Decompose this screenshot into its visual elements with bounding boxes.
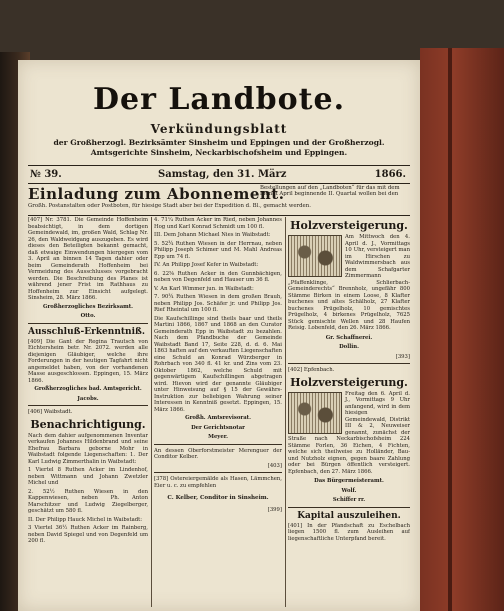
list-item: 5. 52¾ Ruthen Wiesen in der Herrnau, neben Philipp Joseph Schimer und M. Mahl Andreas Epp um 74 fl.: [154, 240, 282, 260]
signature-meyer: Meyer.: [208, 434, 228, 440]
issue-row: [28, 168, 410, 182]
column-2: [154, 217, 282, 607]
divider: [28, 405, 148, 406]
rule-top: [28, 165, 410, 166]
heading-ausschluss: Ausschluß-Erkenntniß.: [28, 326, 145, 337]
heading-kapital: Kapital auszuleihen.: [297, 510, 401, 521]
list-item: 4. 71¼ Ruthen Acker im Ried, neben Johannes Hog und Karl Konrad Schmidt um 100 fl.: [154, 217, 282, 230]
list-item: V. An Karl Wimmer jun. in Waibstadt:: [154, 285, 254, 292]
invitation-heading: Einladung zum Abonnement.: [28, 185, 285, 203]
notice-conditor: An dessen Oberforstmeister Merenguer der Conditor Kelber.: [154, 447, 282, 460]
masthead-subline: der Großherzogl. Bezirksämter Sinsheim und Eppingen und der Großherzogl. Amtsgerichte Sinsheim, Neckarbischofsheim und Eppingen.: [53, 138, 385, 157]
rule-below-issue: [28, 183, 410, 184]
auction-block-2: [288, 391, 410, 478]
auction-block-1: [288, 234, 410, 334]
list-item: 1 Viertel 8 Ruthen Acker im Lindenhof, neben Wittmann und Johann Zwetzler Michel und: [28, 467, 148, 486]
column-1: [28, 217, 148, 607]
divider: [154, 472, 282, 473]
ref-epfenbach: [402] Epfenbach.: [288, 367, 335, 373]
masthead-title: Der Landbote.: [92, 82, 346, 117]
notice-inventory: Nach dem dahier aufgenommenen Inventar verkaufen Johannes Hildenbrand und seine Ehefrau Barbara geborne Mohr in Waibstadt folgende Liegenschaften: 1. Der Karl Ludwig Zimmerthalin in Waibstadt:: [28, 432, 148, 465]
notice-ostereier: [378] Ostereiergemälde als Hasen, Lämmchen, Eier u. c. zu empfehlen: [154, 476, 282, 489]
newspaper-page: [18, 60, 420, 611]
list-item: 7. 90¾ Ruthen Wiesen in dem großen Brauh, neben Philipp Jos. Schäfer jr. und Philipp Jos. Rief Rheintal um 100 fl.: [154, 294, 282, 313]
issue-year: 1866.: [374, 169, 406, 180]
woodcut-forest-image: [288, 235, 342, 277]
invitation-tail: Großh. Postanstalten oder Postboten, für hiesige Stadt aber bei der Expedition d. Bl., gemacht werden.: [28, 203, 311, 209]
signature-notar-title: Der Gerichtsnotar: [191, 424, 245, 431]
divider: [154, 444, 282, 445]
list-item: 6. 22⅝ Ruthen Acker in den Gunnbächigen, neben von Degenfeld und Hauser um 36 fl.: [154, 270, 282, 283]
list-item: IV. An Philipp Josef Kefer in Waibstadt:: [154, 262, 259, 268]
heading-holzversteigerung-1: Holzversteigerung.: [290, 219, 408, 232]
heading-benachrichtigung: Benachrichtigung.: [30, 417, 146, 431]
heading-holzversteigerung-2: Holzversteigerung.: [290, 375, 408, 389]
signature-otto: Otto.: [80, 313, 96, 319]
column-3: [288, 217, 410, 607]
advert-kelber: C. Kelber, Conditor in Sinsheim.: [167, 494, 269, 501]
list-item: 2. 52½ Ruthen Wiesen in den Kappenwiesen, neben Ph. Anton Marschitzer und Ludwig Ziegelberger, geschätzt um 580 fl.: [28, 488, 148, 514]
issue-date: Samstag, den 31. März: [158, 169, 287, 180]
notice-kapital: [401] In der Pfandschaft zu Eschelbach liegen 1500 fl. zum Ausleihen auf liegenschaftliche Unterpfand bereit.: [288, 522, 410, 542]
signature-jacobs: Jacobs.: [77, 395, 99, 402]
notice-kaufschillinge: Die Kaufschillinge sind theils baar und theils Martini 1866, 1867 und 1868 an den Curator Gemeinderath Epp in Waibstadt zu bezahlen. Nach dem Pfandbuche der Gemeinde Waibstadt Band 17, Seite 228, d. d. 6. Mai 1863 haften auf den verkauften Liegenschaften eine Schuld an Konrad Würzberger in Rohrbach von 340 fl. 41 kr. und Zins vom 23. Oktober 1862, welche Schuld mit gegenwärtigem Kaufschillingen abgetragen wird. Hievon wird der genannte Gläubiger unter Hinweisung auf § 15 der Gewährs-Instruktion zur beliebigen Wahrung seiner Interessen in Kenntniß gesetzt. Eppingen, 15. März 1866.: [154, 315, 282, 413]
column-divider-1: [151, 217, 152, 607]
woodcut-forest-image: [288, 392, 342, 434]
issue-number: № 39.: [30, 169, 62, 180]
notice-forest-pasture: [407] Nr. 3781. Die Gemeinde Hoffenheim beabsichtigt, in dem dortigen Gemeindewald, im, großen Wald, Schlag Nr. 26, den Waldweidgang auszugeben. Es wird dieses den Beteiligten bekannt gemacht, daß etwaige Einwendungen hiergegen vom 3. April an binnen 14 Tagen dahier oder beim Gemeinderath Hoffenheim bei Vermeidung des Ausschlusses vorgebracht werden. Die Beschreibung des Planes ist während jener Frist im Rathhaus zu Hoffenheim zur Einsicht aufgelegt. Sinsheim, 28. März 1866.: [28, 217, 148, 301]
signature-bezirksamt: Großherzogliches Bezirksamt.: [42, 303, 134, 310]
book-cover-right: [420, 48, 504, 611]
list-item: II. Der Philipp Hauck Michel in Waibstadt:: [28, 516, 143, 523]
signature-wolf: Wolf.: [341, 487, 357, 494]
ref-393: [393]: [395, 353, 410, 360]
signature-buergermeisteramt: Das Bürgermeisteramt.: [314, 478, 384, 484]
list-item: 3 Viertel 36½ Ruthen Acker im Rainberg, neben David Spiegel und von Degenfeld um 200 fl.: [28, 525, 148, 544]
divider: [28, 323, 148, 324]
cover-stripe: [448, 48, 452, 611]
signature-schaffnerei: Gr. Schaffnerei.: [325, 334, 373, 341]
notice-holz-epfenbach: Freitag den 6. April d. J., Vormittags 9 Uhr anfangend, wird in dem hiesigen Gemeindewald, Distrikt III & 2, Neuweiser genannt, zunächst der Straße nach Neckarbischofsheim 224 Stämme Forlen, 36 Eichen, 4 Fichten, welche sich theilweise zu Holländer, Bau- und Nutzholz eignen, gegen baare Zahlung oder bei Bürgen öffentlich versteigert. Epfenbach, den 27. März 1866.: [288, 390, 410, 475]
subscription-invitation: [28, 185, 410, 213]
invitation-note: Bestellungen auf den „Landboten“ für das mit dem Monat April beginnende II. Quartal wollen bei den: [260, 185, 400, 198]
ref-403: [403]: [267, 462, 282, 469]
ref-399: [399]: [267, 506, 282, 513]
ref-waibstadt: [406] Waibstadt.: [28, 409, 73, 415]
divider: [288, 363, 410, 364]
column-divider-2: [285, 217, 286, 607]
signature-schiffer: Schiffer rr.: [332, 497, 366, 503]
signature-amtsgericht: Großherzogliches bad. Amtsgericht.: [34, 386, 142, 392]
masthead-subtitle: Verkündungsblatt: [150, 122, 288, 136]
signature-amtsrevisorat: Großh. Amtsrevisorat.: [185, 415, 251, 421]
signature-dollin: Dollin.: [339, 344, 359, 350]
notice-holz-lobenfeld: Am Mittwoch den 4. April d. J., Vormittags 10 Uhr, versteigert man im Hirschen zu Waldwimmersbach aus dem Schafgarter Zimmermann „Pfaffenklinge, Schlierbach-Gemeinderechts“ Brennholz, ungefähr 800 Stämme Birken in einem Loose, 8 Klafter buchenes und altes Schälholz, 27 Klafter buchenes Prügelholz, 10 gemischtes Prügelholz, 4 birkenes Prügelholz, 7625 Stück gemischte Wellen und 28 Haufen Reisig. Lobenfeld, den 26. März 1866.: [288, 234, 410, 331]
divider: [288, 507, 410, 508]
rule-below-invitation: [28, 215, 410, 216]
list-item: III. Dem Johann Michael Nies in Waibstadt:: [154, 232, 271, 238]
notice-gant: [409] Die Gant der Regina Trautsch von Eichtersheim betr. Nr. 2072. werden alle diejenigen Gläubiger, welche ihre Forderungen in der heutigen Tagfahrt nicht angemeldet haben, von der vorhandenen Masse ausgeschlossen. Eppingen, 15. März 1866.: [28, 338, 148, 384]
